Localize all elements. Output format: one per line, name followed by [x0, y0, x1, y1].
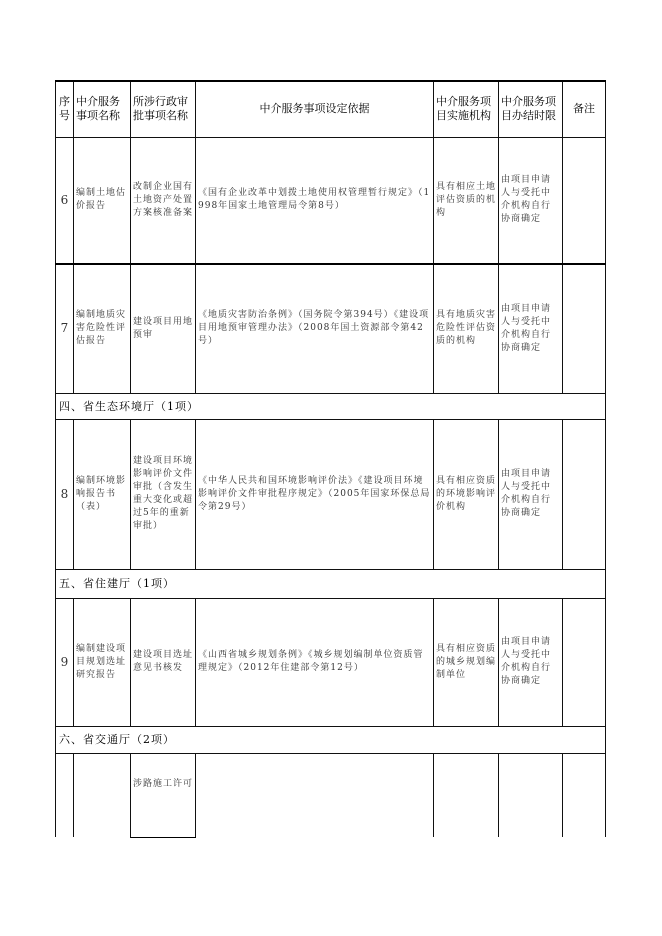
- table-row: [56, 264, 606, 393]
- header-approval: 所涉行政审 批事项名称: [131, 81, 196, 137]
- row-basis: 《山西省城乡规划条例》《城乡规划编制单位资质管理规定》（2012年住建部令第12号）: [196, 598, 434, 726]
- row-approval: 涉路施工许可: [131, 753, 196, 837]
- section-row: [56, 569, 606, 598]
- section-heading: 四、省生态环境厅（1项）: [56, 393, 606, 419]
- intermediary-services-table: [55, 80, 606, 838]
- section-row: [56, 726, 606, 753]
- header-row: [56, 81, 606, 137]
- header-time-limit: 中介服务项目办结时限: [499, 81, 563, 137]
- row-approval: 建设项目环境影响评价文件审批（含发生重大变化或超过5年的重新审批）: [131, 419, 196, 569]
- row-name: 编制环境影响报告书（表）: [74, 419, 131, 569]
- row-name: 编制土地估价报告: [74, 137, 131, 264]
- row-agency: 具有相应资质的城乡规划编制单位: [434, 598, 499, 726]
- row-no: [56, 753, 74, 837]
- table-row: [56, 419, 606, 569]
- row-name: 编制建设项目规划选址研究报告: [74, 598, 131, 726]
- row-remark: [563, 264, 606, 393]
- row-remark: [563, 137, 606, 264]
- row-time-limit: 由项目申请人与受托中介机构自行协商确定: [499, 264, 563, 393]
- table-row: [56, 753, 606, 837]
- table-row: [56, 137, 606, 264]
- row-time-limit: [499, 753, 563, 837]
- header-remark: 备注: [563, 81, 606, 137]
- section-heading: 五、省住建厅（1项）: [56, 569, 606, 598]
- row-no: 8: [56, 419, 74, 569]
- row-basis: [196, 753, 434, 837]
- row-time-limit: 由项目申请人与受托中介机构自行协商确定: [499, 598, 563, 726]
- header-basis: 中介服务事项设定依据: [196, 81, 434, 137]
- row-agency: 具有相应资质的环境影响评价机构: [434, 419, 499, 569]
- row-agency: 具有地质灾害危险性评估资质的机构: [434, 264, 499, 393]
- row-no: 6: [56, 137, 74, 264]
- section-row: [56, 393, 606, 419]
- row-approval: 建设项目选址意见书核发: [131, 598, 196, 726]
- row-remark: [563, 419, 606, 569]
- row-basis: 《中华人民共和国环境影响评价法》《建设项目环境影响评价文件审批程序规定》（2005年国家环保总局令第29号）: [196, 419, 434, 569]
- table-row: [56, 598, 606, 726]
- header-name: 中介服务事项名称: [74, 81, 131, 137]
- row-no: 9: [56, 598, 74, 726]
- row-basis: 《国有企业改革中划拨土地使用权管理暂行规定》（1998年国家土地管理局令第8号）: [196, 137, 434, 264]
- row-time-limit: 由项目申请人与受托中介机构自行协商确定: [499, 137, 563, 264]
- row-time-limit: 由项目申请人与受托中介机构自行协商确定: [499, 419, 563, 569]
- row-name: 编制地质灾害危险性评估报告: [74, 264, 131, 393]
- row-remark: [563, 753, 606, 837]
- row-no: 7: [56, 264, 74, 393]
- header-agency: 中介服务项目实施机构: [434, 81, 499, 137]
- row-basis: 《地质灾害防治条例》（国务院令第394号）《建设项目用地预审管理办法》（2008年国土资源部令第42号）: [196, 264, 434, 393]
- header-no: 序号: [56, 81, 74, 137]
- row-agency: [434, 753, 499, 837]
- row-name: [74, 753, 131, 837]
- row-agency: 具有相应土地评估资质的机构: [434, 137, 499, 264]
- row-remark: [563, 598, 606, 726]
- row-approval: 改制企业国有土地资产处置方案核准备案: [131, 137, 196, 264]
- row-approval: 建设项目用地预审: [131, 264, 196, 393]
- section-heading: 六、省交通厅（2项）: [56, 726, 606, 753]
